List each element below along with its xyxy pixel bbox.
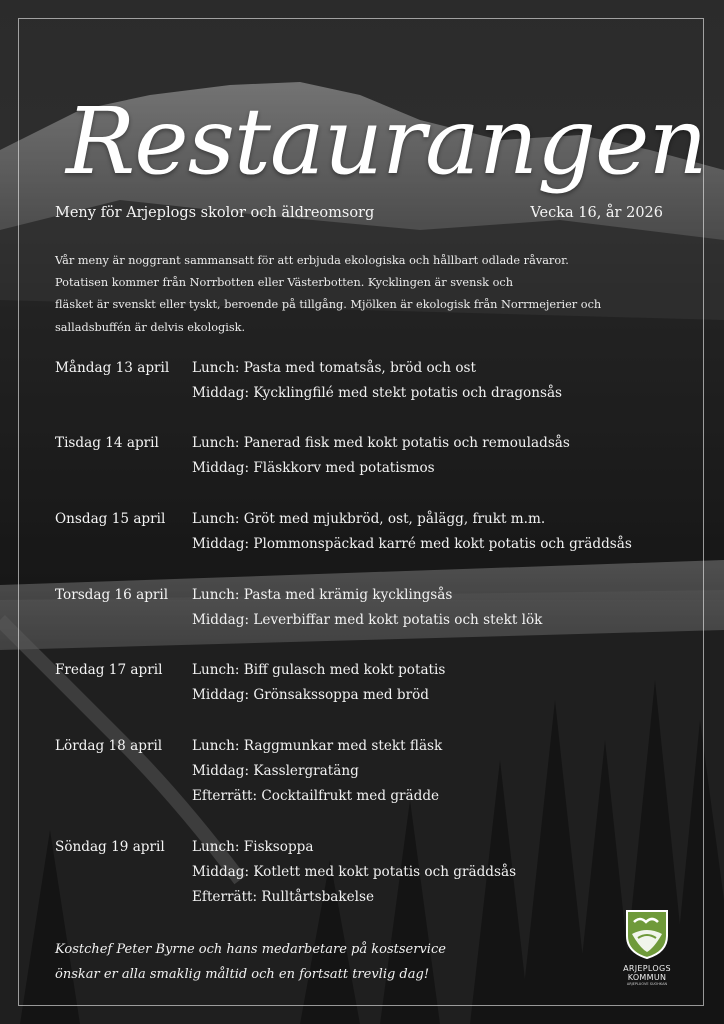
- menu-subtitle: Meny för Arjeplogs skolor och äldreomsorg: [55, 205, 375, 221]
- day-label: Lördag 18 april: [55, 738, 163, 754]
- intro-line: Potatisen kommer från Norrbotten eller Västerbotten. Kycklingen är svensk och: [55, 276, 513, 290]
- meal-line: Efterrätt: Rulltårtsbakelse: [192, 889, 375, 905]
- meal-line: Middag: Plommonspäckad karré med kokt potatis och gräddsås: [192, 536, 632, 552]
- intro-line: Vår meny är noggrant sammansatt för att erbjuda ekologiska och hållbart odlade råvaror.: [55, 254, 569, 267]
- day-meals: [192, 507, 632, 557]
- week-label: Vecka 16, år 2026: [530, 205, 663, 221]
- day-meals: [192, 583, 542, 633]
- meal-line: Lunch: Fisksoppa: [192, 839, 314, 855]
- day-meals: [192, 356, 562, 406]
- meal-line: Middag: Grönsakssoppa med bröd: [192, 687, 430, 703]
- meal-line: Lunch: Panerad fisk med kokt potatis och remouladsås: [192, 435, 570, 451]
- logo-text-line2: KOMMUN: [627, 973, 667, 982]
- footer-line: Kostchef Peter Byrne och hans medarbetare på kostservice: [55, 942, 446, 957]
- intro-line: salladsbuffén är delvis ekologisk.: [55, 320, 246, 334]
- meal-line: Middag: Kycklingfilé med stekt potatis och dragonsås: [192, 385, 563, 401]
- day-label: Söndag 19 april: [55, 839, 165, 855]
- day-meals: [192, 431, 570, 481]
- footer-line: önskar er alla smaklig måltid och en fortsatt trevlig dag!: [55, 967, 430, 982]
- day-label: Torsdag 16 april: [55, 587, 169, 603]
- meal-line: Lunch: Gröt med mjukbröd, ost, pålägg, frukt m.m.: [192, 511, 546, 527]
- logo-text-line3: ARJEPLUOVE SUOHKAN: [626, 982, 668, 986]
- day-label: Onsdag 15 april: [55, 511, 166, 527]
- day-meals: [192, 658, 445, 708]
- footer-greeting: [55, 937, 446, 987]
- intro-line: fläsket är svenskt eller tyskt, beroende på tillgång. Mjölken är ekologisk från Norrmejerier och: [55, 298, 602, 312]
- meal-line: Lunch: Pasta med krämig kycklingsås: [192, 587, 453, 603]
- meal-line: Middag: Kasslergratäng: [192, 763, 359, 779]
- day-meals: [192, 734, 442, 809]
- shield-icon: [624, 908, 670, 960]
- intro-paragraph: [55, 250, 615, 339]
- meal-line: Lunch: Raggmunkar med stekt fläsk: [192, 738, 443, 754]
- meal-line: Lunch: Pasta med tomatsås, bröd och ost: [192, 360, 476, 376]
- municipality-logo: [612, 908, 682, 998]
- day-meals: [192, 835, 516, 910]
- day-label: Tisdag 14 april: [55, 435, 159, 451]
- meal-line: Middag: Leverbiffar med kokt potatis och stekt lök: [192, 612, 543, 628]
- meal-line: Lunch: Biff gulasch med kokt potatis: [192, 662, 446, 678]
- logo-text-line1: ARJEPLOGS: [623, 964, 671, 973]
- day-label: Fredag 17 april: [55, 662, 163, 678]
- meal-line: Efterrätt: Cocktailfrukt med grädde: [192, 788, 440, 804]
- meal-line: Middag: Fläskkorv med potatismos: [192, 460, 435, 476]
- day-label: Måndag 13 april: [55, 360, 170, 376]
- meal-line: Middag: Kotlett med kokt potatis och gräddsås: [192, 864, 517, 880]
- page-title: Restaurangen: [66, 88, 707, 195]
